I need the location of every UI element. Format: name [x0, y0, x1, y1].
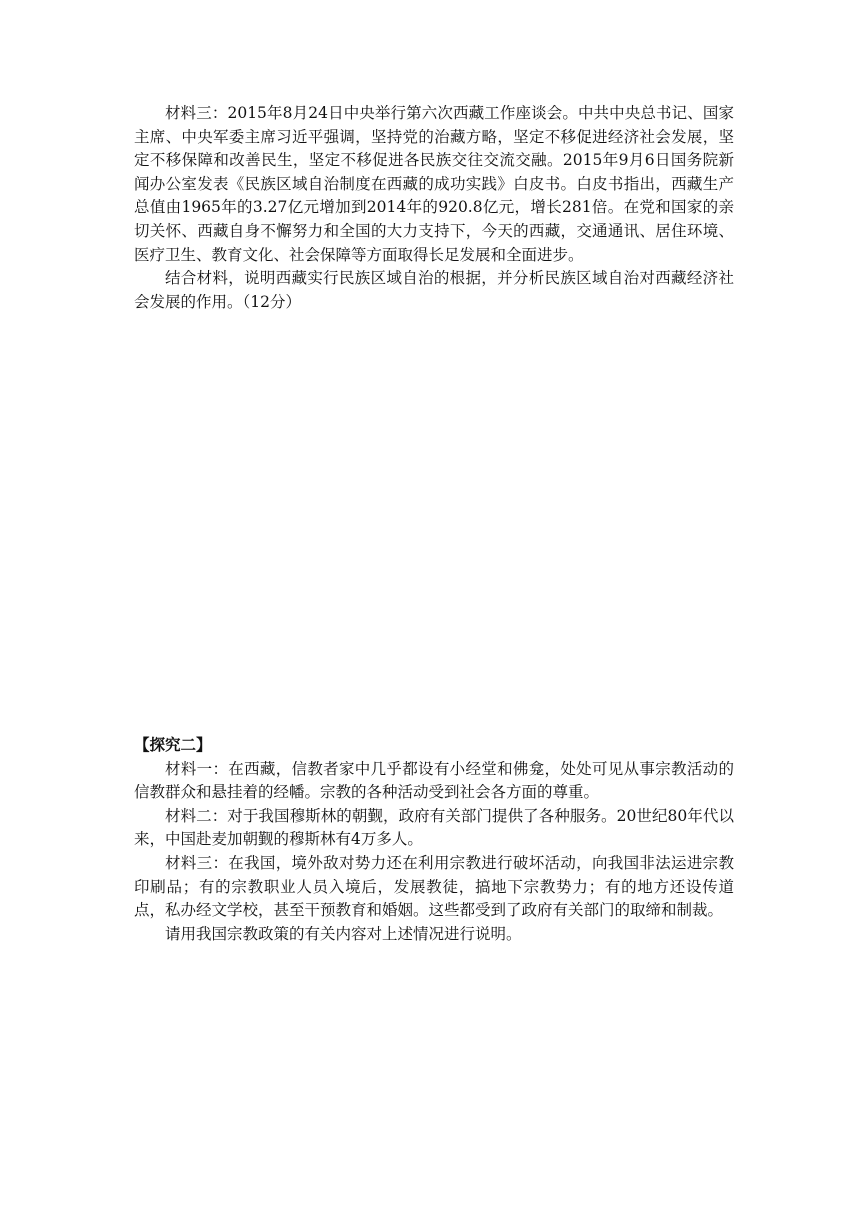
question-paragraph: 请用我国宗教政策的有关内容对上述情况进行说明。 [165, 924, 522, 943]
section-heading: 【探究二】 [134, 736, 212, 754]
section-inquiry-one-continued [134, 102, 734, 314]
question-paragraph: 结合材料，说明西藏实行民族区域自治的根据，并分析民族区域自治对西藏经济社会发展的作用。（12分） [134, 269, 734, 311]
material-three-paragraph: 材料三：2015年8月24日中央举行第六次西藏工作座谈会。中共中央总书记、国家主席、中央军委主席习近平强调，坚持党的治藏方略，坚定不移促进经济社会发展，坚定不移保障和改善民生，坚定不移促进各民族交往交流交融。2015年9月6日国务院新闻办公室发表《民族区域自治制度在西藏的成功实践》白皮书。白皮书指出，西藏生产总值由1965年的3.27亿元增加到2014年的920.8亿元，增长281倍。在党和国家的亲切关怀、西藏自身不懈努力和全国的大力支持下，今天的西藏，交通通讯、居住环境、医疗卫生、教育文化、社会保障等方面取得长足发展和全面进步。 [134, 104, 734, 264]
section-inquiry-two [134, 734, 734, 946]
material-one-paragraph: 材料一：在西藏，信教者家中几乎都设有小经堂和佛龛，处处可见从事宗教活动的信教群众和悬挂着的经幡。宗教的各种活动受到社会各方面的尊重。 [134, 759, 734, 802]
material-two-paragraph: 材料二：对于我国穆斯林的朝觐，政府有关部门提供了各种服务。20世纪80年代以来，中国赴麦加朝觐的穆斯林有4万多人。 [134, 806, 734, 849]
material-three-paragraph: 材料三：在我国，境外敌对势力还在利用宗教进行破坏活动，向我国非法运进宗教印刷品；有的宗教职业人员入境后，发展教徒，搞地下宗教势力；有的地方还设传道点，私办经文学校，甚至干预教育和婚姻。这些都受到了政府有关部门的取缔和制裁。 [134, 853, 734, 920]
